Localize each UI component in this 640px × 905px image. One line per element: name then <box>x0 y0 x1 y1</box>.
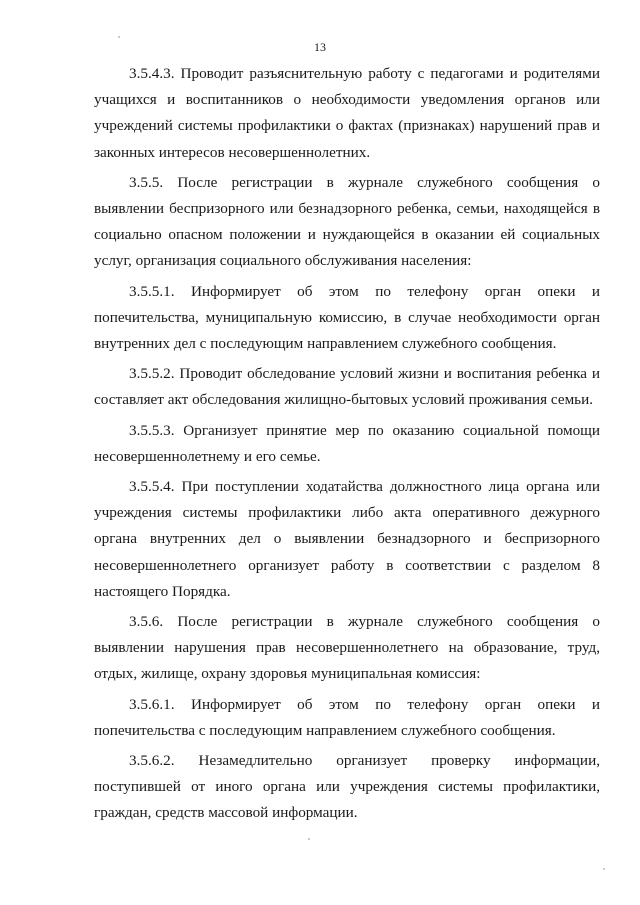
paragraph-3-5-6: 3.5.6. После регистрации в журнале служебного сообщения о выявлении нарушения прав несовершеннолетнего на образование, труд, отдых, жилище, охрану здоровья муниципальная комиссия: <box>94 613 600 683</box>
paragraph-3-5-5-4: 3.5.5.4. При поступлении ходатайства должностного лица органа или учреждения системы профилактики либо акта оперативного дежурного органа внутренних дел о выявлении безнадзорного и беспризорного несовершеннолетнего организует работу в соответствии с разделом 8 настоящего Порядка. <box>94 478 600 600</box>
page-number: 13 <box>314 40 326 54</box>
scan-speck <box>603 868 605 870</box>
paragraph-3-5-5-1: 3.5.5.1. Информирует об этом по телефону орган опеки и попечительства, муниципальную комиссию, в случае необходимости орган внутренних дел с последующим направлением служебного сообщения. <box>94 282 600 353</box>
paragraph-3-5-4-3: 3.5.4.3. Проводит разъяснительную работу с педагогами и родителями учащихся и воспитанников о необходимости уведомления органов или учреждений системы профилактики о фактах (признаках) нарушений прав и законных интересов несовершеннолетних. <box>94 65 600 161</box>
paragraph-3-5-5: 3.5.5. После регистрации в журнале служебного сообщения о выявлении беспризорного или безнадзорного ребенка, семьи, находящейся в социально опасном положении и нуждающейся в оказании ей социальных услуг, организация социального обслуживания населения: <box>94 173 600 270</box>
scan-speck <box>308 838 310 840</box>
paragraph-3-5-6-2: 3.5.6.2. Незамедлительно организует проверку информации, поступившей от иного органа или учреждения системы профилактики, граждан, средств массовой информации. <box>94 752 600 822</box>
scan-speck <box>118 36 120 38</box>
paragraph-3-5-6-1: 3.5.6.1. Информирует об этом по телефону орган опеки и попечительства с последующим направлением служебного сообщения. <box>94 695 600 739</box>
paragraph-3-5-5-2: 3.5.5.2. Проводит обследование условий жизни и воспитания ребенка и составляет акт обследования жилищно-бытовых условий проживания семьи. <box>94 365 600 409</box>
paragraph-3-5-5-3: 3.5.5.3. Организует принятие мер по оказанию социальной помощи несовершеннолетнему и его семье. <box>94 421 600 465</box>
document-body <box>94 61 600 827</box>
